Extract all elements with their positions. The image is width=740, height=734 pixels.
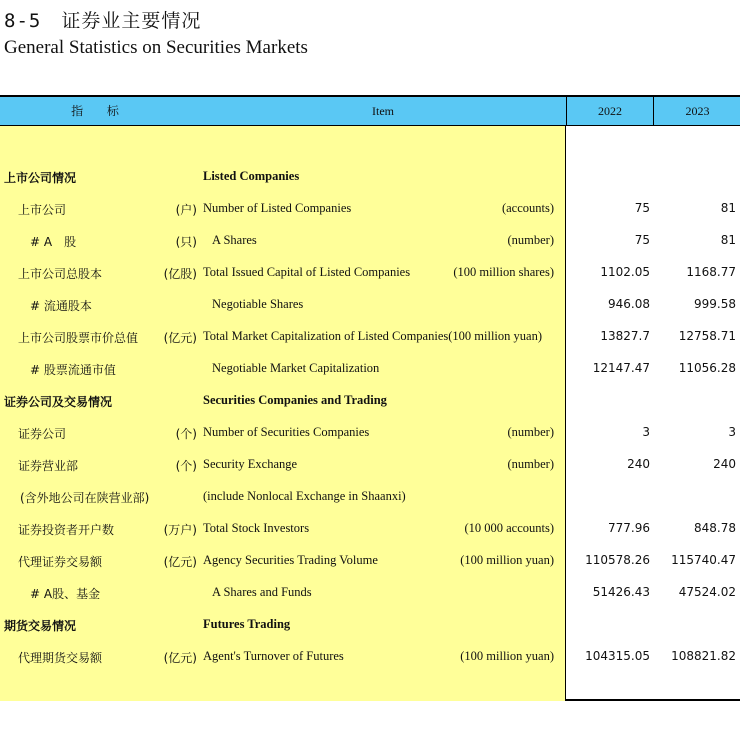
indicator-cn: 代理证券交易额: [18, 555, 103, 569]
item-en: Negotiable Market Capitalization: [212, 361, 380, 375]
value-2023: 81: [720, 201, 736, 215]
table-row: [0, 457, 740, 477]
item-en: (include Nonlocal Exchange in Shaanxi): [203, 489, 406, 503]
statistics-table: [0, 95, 740, 701]
indicator-cn: 证券投资者开户数: [18, 523, 115, 537]
item-en: Negotiable Shares: [212, 297, 304, 311]
indicator-cn: 证券公司及交易情况: [4, 395, 113, 409]
item-en: Futures Trading: [203, 617, 291, 631]
item-en: Securities Companies and Trading: [203, 393, 387, 407]
indicator-cn: 上市公司总股本: [18, 267, 103, 281]
unit-cn: (个): [175, 427, 197, 441]
unit-cn: (个): [175, 459, 197, 473]
item-en: Number of Securities Companies: [203, 425, 370, 439]
item-en: Agency Securities Trading Volume: [203, 553, 378, 567]
value-2023: 47524.02: [678, 585, 736, 599]
value-2023: 3: [728, 425, 736, 439]
item-en: Total Issued Capital of Listed Companies: [203, 265, 411, 279]
page-title-chinese: 8-5 证券业主要情况: [4, 10, 202, 32]
table-row: [0, 361, 740, 381]
value-2022: 1102.05: [600, 265, 650, 279]
table-row: [0, 201, 740, 221]
table-row: [0, 617, 740, 637]
indicator-cn: # 流通股本: [30, 299, 92, 313]
unit-en: (number): [507, 425, 554, 439]
unit-en: (number): [507, 233, 554, 247]
indicator-cn: # A股、基金: [30, 587, 101, 601]
value-2023: 1168.77: [686, 265, 736, 279]
table-header: [0, 97, 740, 126]
unit-cn: (户): [175, 203, 197, 217]
header-year-2023: 2023: [653, 97, 740, 125]
table-row: [0, 521, 740, 541]
unit-cn: (亿元): [163, 651, 197, 665]
indicator-cn: # A 股: [30, 235, 77, 249]
unit-en: (number): [507, 457, 554, 471]
table-row: [0, 649, 740, 669]
table-row: [0, 585, 740, 605]
table-row: [0, 393, 740, 413]
unit-cn: (只): [175, 235, 197, 249]
value-2023: 108821.82: [671, 649, 736, 663]
page-title-english: General Statistics on Securities Markets: [4, 37, 308, 58]
indicator-cn: 期货交易情况: [4, 619, 77, 633]
header-indicator: 指 标: [71, 104, 129, 118]
indicator-cn: 证券营业部: [18, 459, 79, 473]
value-2022: 75: [634, 233, 650, 247]
table-row: [0, 425, 740, 445]
value-2023: 115740.47: [671, 553, 736, 567]
indicator-cn: 上市公司情况: [4, 171, 77, 185]
table-row: [0, 553, 740, 573]
header-item: Item: [372, 104, 394, 118]
indicator-cn: # 股票流通市值: [30, 363, 116, 377]
item-en: Number of Listed Companies: [203, 201, 352, 215]
unit-en: (100 million shares): [453, 265, 554, 279]
value-2023: 81: [720, 233, 736, 247]
item-en: Total Stock Investors: [203, 521, 310, 535]
indicator-cn: (含外地公司在陕营业部): [20, 491, 150, 505]
value-2022: 12147.47: [592, 361, 650, 375]
unit-en: (accounts): [501, 201, 554, 215]
table-row: [0, 169, 740, 189]
value-2022: 104315.05: [585, 649, 650, 663]
table-row: [0, 489, 740, 509]
value-2022: 13827.7: [600, 329, 650, 343]
unit-cn: (亿元): [163, 555, 197, 569]
value-2023: 848.78: [694, 521, 736, 535]
indicator-cn: 证券公司: [18, 427, 67, 441]
indicator-cn: 上市公司股票市价总值: [18, 331, 139, 345]
value-2022: 75: [634, 201, 650, 215]
unit-en: (10 000 accounts): [464, 521, 554, 535]
value-2022: 3: [642, 425, 650, 439]
item-en: Total Market Capitalization of Listed Companies(100 million yuan): [203, 329, 542, 343]
value-2022: 51426.43: [592, 585, 650, 599]
value-2023: 240: [713, 457, 736, 471]
value-2023: 12758.71: [678, 329, 736, 343]
unit-en: (100 million yuan): [460, 649, 554, 663]
table-row: [0, 329, 740, 349]
unit-cn: (万户): [163, 523, 197, 537]
value-2022: 946.08: [608, 297, 650, 311]
value-2022: 240: [627, 457, 650, 471]
unit-en: (100 million yuan): [460, 553, 554, 567]
item-en: A Shares and Funds: [212, 585, 312, 599]
value-2023: 999.58: [694, 297, 736, 311]
value-2022: 777.96: [608, 521, 650, 535]
header-year-2022: 2022: [566, 97, 653, 125]
unit-cn: (亿股): [163, 267, 197, 281]
table-row: [0, 233, 740, 253]
item-en: Security Exchange: [203, 457, 298, 471]
item-en: A Shares: [212, 233, 257, 247]
value-2022: 110578.26: [585, 553, 650, 567]
unit-cn: (亿元): [163, 331, 197, 345]
item-en: Listed Companies: [203, 169, 300, 183]
table-row: [0, 297, 740, 317]
indicator-cn: 代理期货交易额: [18, 651, 103, 665]
table-row: [0, 265, 740, 285]
item-en: Agent's Turnover of Futures: [203, 649, 344, 663]
value-2023: 11056.28: [678, 361, 736, 375]
indicator-cn: 上市公司: [18, 203, 67, 217]
